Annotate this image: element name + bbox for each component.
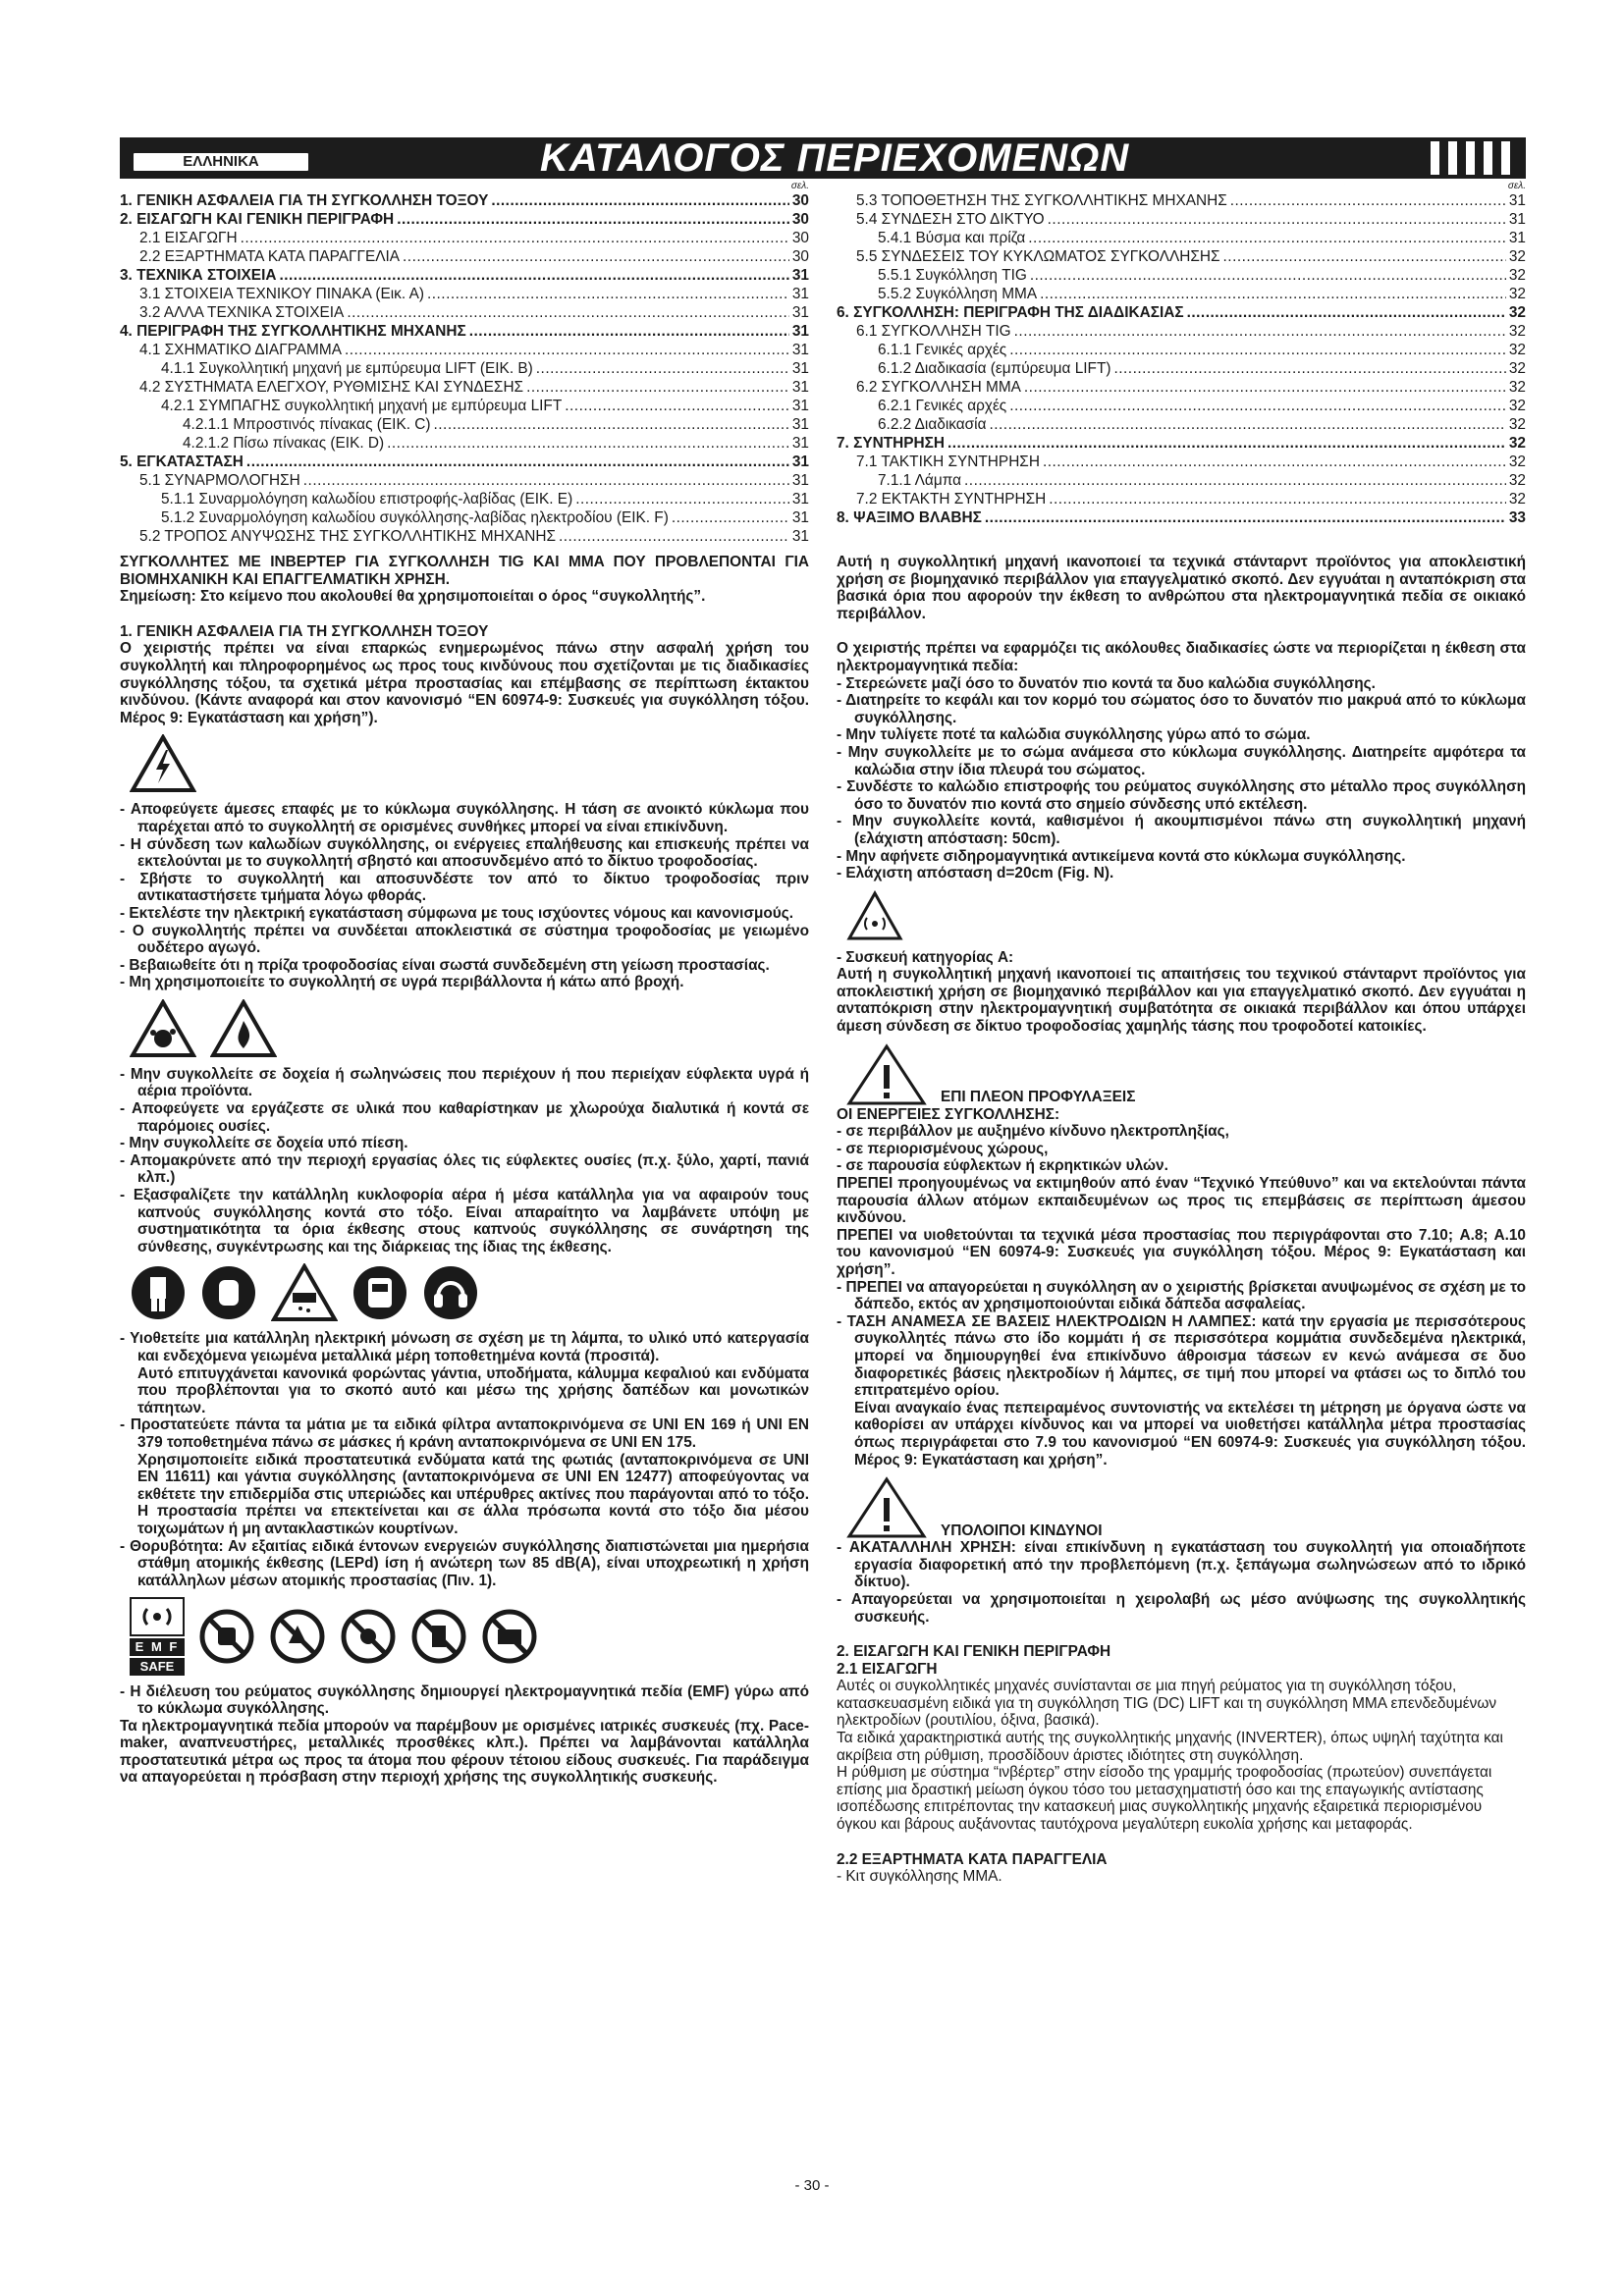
- no-metal-implant-icon: [269, 1608, 326, 1665]
- fire-safety-item: - Μην συγκολλείτε σε δοχεία ή σωληνώσεις που περιέχουν ή που περιείχαν εύφλεκτα υγρά ή αέρια προϊόντα.: [120, 1065, 809, 1100]
- risk-item-handle: - Απαγορεύεται να χρησιμοποιείται η χειρολαβή ως μέσο ανύψωσης της συγκολλητικής συσκευής.: [837, 1590, 1526, 1626]
- ear-protection-icon: [422, 1264, 479, 1321]
- toc-entry[interactable]: [120, 229, 809, 247]
- precautions-list: [837, 1123, 1526, 1175]
- section-2-1-p3: Η ρύθμιση με σύστημα “ινβέρτερ” στην είσοδο της γραμμής τροφοδοσίας (πρωτεύον) συνεπάγεται επίσης μια δραστική μείωση όγκου τόσο του μετασχηματιστή όσο και της επαγωγικής αντίστασης ισοπέδωσης επιτρέποντας την κατασκευή μιας συγκολλητικής μηχανής εξαιρετικά περιορισμένου όγκου και βάρους αυξάνοντας ταυτόχρονα μεγαλύτερη ευκολία χρήσης και μεταφοράς.: [837, 1764, 1492, 1834]
- toc-entry[interactable]: [837, 285, 1526, 303]
- toc-entry[interactable]: [120, 508, 809, 527]
- toc-entry-label: 5.1.1 Συναρμολόγηση καλωδίου επιστροφής-λαβίδας (ΕΙΚ. Ε): [161, 491, 573, 507]
- toc-leader-dots: [526, 378, 789, 397]
- toc-entry-label: 8. ΨΑΞΙΜΟ ΒΛΑΒΗΣ: [837, 509, 982, 526]
- section-2-1-heading: 2.1 ΕΙΣΑΓΩΓΗ: [837, 1660, 938, 1678]
- toc-leader-dots: [387, 434, 789, 453]
- emf-item: - Η διέλευση του ρεύματος συγκόλλησης δημιουργεί ηλεκτρομαγνητικά πεδία (EMF) γύρω από το κύκλωμα συγκόλλησης.: [120, 1682, 809, 1718]
- toc-entry-page: 32: [1508, 454, 1526, 470]
- toc-entry[interactable]: [120, 359, 809, 378]
- emf-procedure-item: - Συνδέστε το καλώδιο επιστροφής του ρεύματος συγκόλλησης στο μέταλλο προς συγκόλληση όσο το δυνατόν πιο κοντά στο σημείο σύνδεσης υπό εκτέλεση.: [837, 778, 1526, 813]
- toc-entry[interactable]: [837, 266, 1526, 285]
- toc-leader-dots: [672, 508, 789, 527]
- toc-entry-page: 31: [791, 528, 809, 545]
- toc-entry[interactable]: [837, 341, 1526, 359]
- toc-leader-dots: [345, 341, 789, 359]
- toc-leader-dots: [964, 471, 1506, 490]
- toc-entry-page: 31: [791, 286, 809, 302]
- toc-entry-page: 30: [791, 248, 809, 265]
- residual-risks-heading: ΥΠΟΛΟΙΠΟΙ ΚΙΝΔΥΝΟΙ: [941, 1522, 1103, 1539]
- toc-entry-label: 5.5.1 Συγκόλληση TIG: [878, 267, 1027, 284]
- emc-icon-row: [846, 890, 1526, 941]
- safe-label: SAFE: [130, 1658, 185, 1676]
- ppe-icons: [130, 1263, 809, 1322]
- toc-leader-dots: [985, 508, 1506, 527]
- toc-entry-label: 4. ΠΕΡΙΓΡΑΦΗ ΤΗΣ ΣΥΓΚΟΛΛΗΤΙΚΗΣ ΜΗΧΑΝΗΣ: [120, 323, 466, 340]
- section-2-1-p1: Αυτές οι συγκολλητικές μηχανές συνίστανται σε μια πηγή ρεύματος για τη συγκόλληση τόξου, κατασκευασμένη ειδικά για τη συγκόλληση TIG (DC) LIFT και τη συγκόλληση MMA επενδεδυμένων ηλεκτροδίων (ρουτιλίου, όξινα, βασικά).: [837, 1678, 1497, 1730]
- toc-entry-page: 32: [1508, 342, 1526, 358]
- toc-entry-label: 7. ΣΥΝΤΗΡΗΣΗ: [837, 435, 945, 452]
- toc-leader-dots: [347, 303, 789, 322]
- toc-leader-dots: [947, 434, 1506, 453]
- emf-label: E M F: [130, 1638, 185, 1656]
- toc-entry-label: 4.2.1 ΣΥΜΠΑΓΗΣ συγκολλητική μηχανή με εμπύρευμα LIFT: [161, 398, 563, 414]
- precautions-item-elevated: - ΠΡΕΠΕΙ να απαγορεύεται η συγκόλληση αν ο χειριστής βρίσκεται ανυψωμένος σε σχέση με το δάπεδο, εκτός αν χρησιμοποιούνται ειδικά δάπεδα ασφαλείας.: [837, 1278, 1526, 1313]
- toc-entry[interactable]: [120, 397, 809, 415]
- toc-entry-label: 7.2 ΕΚΤΑΚΤΗ ΣΥΝΤΗΡΗΣΗ: [856, 491, 1047, 507]
- emf-procedure-intro: Ο χειριστής πρέπει να εφαρμόζει τις ακόλουθες διαδικασίες ώστε να περιορίζεται η έκθεση στα ηλεκτρομαγνητικά πεδία:: [837, 640, 1526, 674]
- toc-entry-page: 31: [1508, 192, 1526, 209]
- toc-entry[interactable]: [120, 266, 809, 285]
- electric-hazard-icon: [130, 734, 196, 793]
- precautions-header: [846, 1043, 1526, 1106]
- toc-entry[interactable]: [120, 247, 809, 266]
- fire-safety-item: - Εξασφαλίζετε την κατάλληλη κυκλοφορία αέρα ή μέσα κατάλληλα για να αφαιρούν τους καπνούς συγκόλλησης κοντά στο τόξο. Είναι απαραίτητο να λαμβάνετε υπόψη με συστηματικότητα τα όρια έκθεσης στους καπνούς συγκόλλησης σε συνάρτηση της σύνθεσης, συγκέντρωσης και της διάρκειας της ίδιας της έκθεσης.: [120, 1187, 809, 1255]
- fire-warning-icons: [130, 999, 809, 1058]
- toc-entry-page: 30: [791, 230, 809, 246]
- toc-entry-page: 31: [1508, 211, 1526, 228]
- toc-entry-label: 2.2 ΕΞΑΡΤΗΜΑΤΑ ΚΑΤΑ ΠΑΡΑΓΓΕΛΙΑ: [139, 248, 401, 265]
- residual-risks-header: [846, 1476, 1526, 1539]
- language-badge: ΕΛΛΗΝΙΚΑ: [132, 151, 310, 173]
- toc-entry[interactable]: [837, 397, 1526, 415]
- precautions-item-voltage-detail: Είναι αναγκαίο ένας πεπειραμένος συντονιστής να εκτελέσει τη μέτρηση με όργανα ώστε να καθορίσει αν υπάρχει κίνδυνος και να μπορεί να υιοθετήσει κατάλληλα μέτρα προστασίας όπως περιγράφεται στο 7.9 του κανονισμού “EN 60974-9: Συσκευές για συγκόλληση τόξου. Μέρος 9: Εγκατάσταση και χρήση”.: [854, 1399, 1526, 1468]
- toc-entry-page: 31: [791, 472, 809, 489]
- toc-entry-page: 31: [791, 435, 809, 452]
- toc-leader-dots: [1030, 266, 1506, 285]
- section-1-text: Ο χειριστής πρέπει να είναι επαρκώς ενημερωμένος πάνω στην ασφαλή χρήση του συγκολλητή και πληροφορημένος ως προς τους κινδύνους που σχετίζονται με τις διαδικασίες συγκόλλησης τόξου, τα σχετικά μέτρα προστασίας και επέμβασης σε περίπτωση έκτακτου κινδύνου. (Κάντε αναφορά και στον κανονισμό “EN 60974-9: Συσκευές για συγκόλληση τόξου. Μέρος 9: Εγκατάσταση και χρήση”).: [120, 640, 809, 726]
- toc-entry-page: 31: [791, 323, 809, 340]
- precautions-p1: ΠΡΕΠΕΙ προηγουμένως να εκτιμηθούν από έναν “Τεχνικό Υπεύθυνο” και να εκτελούνται πάντα παρουσία άλλων ατόμων εκπαιδευμένων ως προς τις επεμβάσεις σε περίπτωση άμεσου κινδύνου.: [837, 1175, 1526, 1227]
- toc-entry-page: 32: [1508, 248, 1526, 265]
- toc-leader-dots: [1040, 285, 1506, 303]
- ppe-item-insulation: - Υιοθετείτε μια κατάλληλη ηλεκτρική μόνωση σε σχέση με τη λάμπα, το υλικό υπό κατεργασία και ενδεχόμενα γειωμένα μεταλλικά μέρη τοποθετημένα κοντά (προσιτά).: [120, 1330, 809, 1364]
- toc-entry-page: 32: [1508, 435, 1526, 452]
- toc-leader-dots: [303, 471, 789, 490]
- toc-leader-dots: [469, 322, 789, 341]
- toc-entry-label: 5.4 ΣΥΝΔΕΣΗ ΣΤΟ ΔΙΚΤΥΟ: [856, 211, 1045, 228]
- emf-procedure-item: - Μην συγκολλείτε με το σώμα ανάμεσα στο κύκλωμα συγκόλλησης. Διατηρείτε αμφότερα τα καλώδια στην ίδια πλευρά του σώματος.: [837, 743, 1526, 778]
- right-column: [837, 554, 1526, 1886]
- ppe-item-eyes: - Προστατεύετε πάντα τα μάτια με τα ειδικά φίλτρα ανταποκρινόμενα σε UNI EN 169 ή UNI EN 379 τοποθετημένα πάνω σε μάσκες ή κράνη ανταποκρινόμενα σε UNI EN 175.: [120, 1416, 809, 1451]
- emf-text: Τα ηλεκτρομαγνητικά πεδία μπορούν να παρέμβουν με ορισμένες ιατρικές συσκευές (πχ. Pace-maker, αναπνευστήρες, μεταλλικές προσθέκες κλπ.). Πρέπει να λαμβάνονται κατάλληλα προστατευτικά μέτρα ως προς τα άτομα που φέρουν τέτοιου είδους συσκευές. Για παράδειγμα να απαγορεύεται η πρόσβαση στην περιοχή χρήσης της συγκολλητικής συσκευής.: [120, 1717, 809, 1787]
- caution-triangle-icon: [846, 1043, 927, 1106]
- toc-entry-page: 31: [791, 398, 809, 414]
- header-bars-decoration: [1431, 141, 1510, 175]
- precautions-item: - σε περιορισμένους χώρους,: [837, 1140, 1049, 1157]
- toc-entry[interactable]: [120, 303, 809, 322]
- toc-leader-dots: [1223, 247, 1506, 266]
- toc-leader-dots: [397, 210, 789, 229]
- electric-safety-item: - Σβήστε το συγκολλητή και αποσυνδέστε τον από το δίκτυο τροφοδοσίας πριν αντικαταστήσετε τμήματα λόγω φθοράς.: [120, 870, 809, 905]
- toc-entry[interactable]: [120, 527, 809, 546]
- toc-entry[interactable]: [837, 490, 1526, 508]
- corrosive-hazard-icon: [271, 1263, 338, 1322]
- toc-entry-page: 33: [1508, 509, 1526, 526]
- toc-entry-label: 5.3 ΤΟΠΟΘΕΤΗΣΗ ΤΗΣ ΣΥΓΚΟΛΛΗΤΙΚΗΣ ΜΗΧΑΝΗΣ: [856, 192, 1227, 209]
- precautions-subheading: ΟΙ ΕΝΕΡΓΕΙΕΣ ΣΥΓΚΟΛΛΗΣΗΣ:: [837, 1105, 1060, 1123]
- toc-entry-label: 6.1 ΣΥΓΚΟΛΛΗΣΗ TIG: [856, 323, 1011, 340]
- toc-entry[interactable]: [837, 434, 1526, 453]
- precautions-heading: ΕΠΙ ΠΛΕΟΝ ΠΡΟΦΥΛΑΞΕΙΣ: [941, 1089, 1136, 1106]
- toc-entry[interactable]: [837, 191, 1526, 210]
- toc-entry-page: 31: [791, 509, 809, 526]
- explosion-hazard-icon: [130, 999, 196, 1058]
- toc-entry[interactable]: [120, 434, 809, 453]
- toc-leader-dots: [1009, 397, 1506, 415]
- toc-leader-dots: [491, 191, 789, 210]
- section-2-2-heading: 2.2 ΕΞΑΡΤΗΜΑΤΑ ΚΑΤΑ ΠΑΡΑΓΓΕΛΙΑ: [837, 1850, 1108, 1868]
- electric-safety-list: [120, 801, 809, 991]
- protective-clothing-icon: [130, 1264, 187, 1321]
- toc-entry[interactable]: [837, 378, 1526, 397]
- toc-entry[interactable]: [120, 415, 809, 434]
- fire-hazard-icon: [210, 999, 277, 1058]
- toc-entry-page: 32: [1508, 416, 1526, 433]
- toc-entry-page: 32: [1508, 398, 1526, 414]
- toc-entry-label: 5.1.2 Συναρμολόγηση καλωδίου συγκόλλησης-λαβίδας ηλεκτροδίου (ΕΙΚ. F): [161, 509, 669, 526]
- toc-entry-label: 6.2.2 Διαδικασία: [878, 416, 987, 433]
- toc-leader-dots: [565, 397, 789, 415]
- toc-entry-page: 31: [1508, 230, 1526, 246]
- toc-entry[interactable]: [837, 247, 1526, 266]
- toc-entry-page: 31: [791, 379, 809, 396]
- toc-entry[interactable]: [120, 490, 809, 508]
- toc-leader-dots: [1049, 490, 1506, 508]
- toc-leader-dots: [1014, 322, 1506, 341]
- emf-procedure-item: - Μην συγκολλείτε κοντά, καθισμένοι ή ακουμπισμένοι πάνω στη συγκολλητική μηχανή (ελάχιστη απόσταση: 50cm).: [837, 813, 1526, 847]
- toc-entry[interactable]: [837, 303, 1526, 322]
- class-a-text: Αυτή η συγκολλητική μηχανή ικανοποιεί τις απαιτήσεις του τεχνικού στάνταρντ προϊόντος για αποκλειστική χρήση σε βιομηχανικό περιβάλλον και για επαγγελματικό σκοπό. Δεν εγγυάται η ανταπόκριση στην ηλεκτρομαγνητική συμβατότητα σε οικιακά περιβάλλον και όπου υπάρχει άμεση σύνδεση σε δίκτυο τροφοδοσίας χαμηλής τάσης που τροφοδοτεί κατοικίες.: [837, 966, 1526, 1036]
- toc-entry[interactable]: [837, 229, 1526, 247]
- toc-entry[interactable]: [120, 453, 809, 471]
- left-column: [120, 554, 809, 1886]
- toc-entry-page: 32: [1508, 360, 1526, 377]
- toc-leader-dots: [241, 229, 789, 247]
- toc-leader-dots: [536, 359, 789, 378]
- toc-entry-label: 6.1.2 Διαδικασία (εμπύρευμα LIFT): [878, 360, 1111, 377]
- fire-safety-item: - Μην συγκολλείτε σε δοχεία υπό πίεση.: [120, 1135, 408, 1152]
- no-credit-card-icon: [481, 1608, 538, 1665]
- toc-entry-page: 32: [1508, 304, 1526, 321]
- class-a-label: - Συσκευή κατηγορίας A:: [837, 948, 1014, 966]
- emf-procedure-item: - Ελάχιστη απόσταση d=20cm (Fig. N).: [837, 865, 1114, 882]
- toc-entry[interactable]: [120, 210, 809, 229]
- toc-entry[interactable]: [120, 341, 809, 359]
- toc-page-header: σελ.: [790, 181, 809, 191]
- emf-procedure-list: [837, 675, 1526, 882]
- emf-safe-badge: [130, 1597, 185, 1675]
- toc-leader-dots: [1024, 378, 1506, 397]
- toc-entry-label: 7.1 ΤΑΚΤΙΚΗ ΣΥΝΤΗΡΗΣΗ: [856, 454, 1040, 470]
- toc-leader-dots: [403, 247, 789, 266]
- electric-safety-item: - Βεβαιωθείτε ότι η πρίζα τροφοδοσίας είναι σωστά συνδεδεμένη στη γείωση προστασίας.: [120, 956, 770, 974]
- toc-leader-dots: [559, 527, 789, 546]
- intro-heading: ΣΥΓΚΟΛΛΗΤΕΣ ΜΕ ΙΝΒΕΡΤΕΡ ΓΙΑ ΣΥΓΚΟΛΛΗΣΗ TIG ΚΑΙ MMA ΠΟΥ ΠΡΟΒΛΕΠΟΝΤΑΙ ΓΙΑ ΒΙΟΜΗΧΑΝΙΚΗ ΚΑΙ ΕΠΑΓΓΕΛΜΑΤΙΚΗ ΧΡΗΣΗ.: [120, 554, 809, 588]
- toc-entry-page: 32: [1508, 472, 1526, 489]
- electric-warning-icons: [130, 734, 809, 793]
- toc-entry-label: 5. ΕΓΚΑΤΑΣΤΑΣΗ: [120, 454, 244, 470]
- section-2-2-item: - Κιτ συγκόλλησης MMA.: [837, 1868, 1002, 1886]
- toc-entry-page: 31: [791, 416, 809, 433]
- fire-safety-list: [120, 1066, 809, 1256]
- emf-procedure-item: - Μην αφήνετε σιδηρομαγνητικά αντικείμενα κοντά στο κύκλωμα συγκόλλησης.: [837, 847, 1406, 865]
- toc-entry-page: 32: [1508, 267, 1526, 284]
- toc-entry[interactable]: [120, 322, 809, 341]
- toc-entry[interactable]: [120, 285, 809, 303]
- ppe-item-insulation-detail: Αυτό επιτυγχάνεται κανονικά φορώντας γάντια, υποδήματα, κάλυμμα κεφαλιού και ενδύματα που προβλέπονται για το σκοπό αυτό και μέσω της χρήσης δαπέδων και μονωτικών τάπητων.: [137, 1364, 809, 1416]
- caution-triangle-icon: [846, 1476, 927, 1539]
- toc-entry[interactable]: [837, 471, 1526, 490]
- toc-entry-page: 31: [791, 267, 809, 284]
- toc-entry-page: 32: [1508, 286, 1526, 302]
- electric-safety-item: - Εκτελέστε την ηλεκτρική εγκατάσταση σύμφωνα με τους ισχύοντες νόμους και κανονισμούς.: [120, 904, 794, 922]
- non-ionizing-radiation-icon: [846, 890, 903, 941]
- toc-left-column: [120, 181, 809, 546]
- toc-entry[interactable]: [837, 508, 1526, 527]
- emf-procedure-item: - Στερεώνετε μαζί όσο το δυνατόν πιο κοντά τα δυο καλώδια συγκόλλησης.: [837, 674, 1376, 692]
- emf-procedure-item: - Διατηρείτε το κεφάλι και τον κορμό του σώματος όσο το δυνατόν πιο μακρυά από το κύκλωμα συγκόλλησης.: [837, 692, 1526, 726]
- toc-entry-label: 5.5.2 Συγκόλληση MMA: [878, 286, 1038, 302]
- toc-entry-label: 5.4.1 Βύσμα και πρίζα: [878, 230, 1026, 246]
- page-number: - 30 -: [794, 2177, 830, 2194]
- fire-safety-item: - Απομακρύνετε από την περιοχή εργασίας όλες τις εύφλεκτες ουσίες (π.χ. ξύλο, χαρτί, πανιά κλπ.): [120, 1151, 809, 1187]
- toc-leader-dots: [575, 490, 789, 508]
- toc-entry-label: 6.1.1 Γενικές αρχές: [878, 342, 1007, 358]
- risk-item-misuse: - ΑΚΑΤΑΛΛΗΛΗ ΧΡΗΣΗ: είναι επικίνδυνη η εγκατάσταση του συγκολλητή για οποιαδήποτε εργασία διαφορετική από την προβλεπόμενη (π.χ. ξεπάγωμα σωληνώσεων από το ιδρικό δίκτυο).: [837, 1539, 1526, 1591]
- section-2-heading: 2. ΕΙΣΑΓΩΓΗ ΚΑΙ ΓΕΝΙΚΗ ΠΕΡΙΓΡΑΦΗ: [837, 1643, 1111, 1661]
- toc-entry-page: 30: [791, 192, 809, 209]
- toc-entry[interactable]: [837, 453, 1526, 471]
- toc-leader-dots: [1043, 453, 1506, 471]
- no-pacemaker-icon: [198, 1608, 255, 1665]
- toc-entry-label: 4.2.1.2 Πίσω πίνακας (ΕΙΚ. D): [183, 435, 385, 452]
- radiation-wave-icon: [130, 1597, 185, 1636]
- toc-leader-dots: [989, 415, 1505, 434]
- page-title: ΚΑΤΑΛΟΓΟΣ ΠΕΡΙΕΧΟΜΕΝΩΝ: [540, 136, 1130, 180]
- toc-entry[interactable]: [837, 359, 1526, 378]
- toc-leader-dots: [246, 453, 789, 471]
- toc-entry-label: 3.1 ΣΤΟΙΧΕΙΑ ΤΕΧΝΙΚΟΥ ΠΙΝΑΚΑ (Εικ. Α): [139, 286, 424, 302]
- toc-leader-dots: [1028, 229, 1506, 247]
- electric-safety-item: - Μη χρησιμοποιείτε το συγκολλητή σε υγρά περιβάλλοντα ή κάτω από βροχή.: [120, 974, 684, 991]
- toc-entry-label: 6. ΣΥΓΚΟΛΛΗΣΗ: ΠΕΡΙΓΡΑΦΗ ΤΗΣ ΔΙΑΔΙΚΑΣΙΑΣ: [837, 304, 1184, 321]
- toc-entry-label: 7.1.1 Λάμπα: [878, 472, 962, 489]
- toc-entry-page: 30: [791, 211, 809, 228]
- toc-entry-page: 31: [791, 304, 809, 321]
- toc-right-column: [837, 181, 1526, 546]
- ppe-item-eyes-detail: Χρησιμοποιείτε ειδικά προστατευτικά ενδύματα κατά της φωτιάς (ανταποκρινόμενα σε UNI EN 11611) και γάντια συγκόλλησης (ανταποκρινόμενα σε UNI EN 12477) αποφεύγοντας να εκθέτετε την επιδερμίδα στις υπεριώδες και υπέρυθρες ακτίνες που παράγονται από το τόξο. Η προστασία πρέπει να επεκτείνεται και σε άλλα πρόσωπα κοντά στο τόξο δια μέσου τοιχωμάτων ή μη αντακλαστικών κουρτίνων.: [137, 1451, 809, 1537]
- section-2-1-p2: Τα ειδικά χαρακτηριστικά αυτής της συγκολλητικής μηχανής (INVERTER), όπως υψηλή ταχύτητα και ακρίβεια στη ρύθμιση, προσδίδουν άριστες ιδιότητες στη συγκόλληση.: [837, 1730, 1503, 1764]
- no-hearing-aid-icon: [340, 1608, 397, 1665]
- toc-entry-page: 31: [791, 491, 809, 507]
- toc-entry-label: 4.2 ΣΥΣΤΗΜΑΤΑ ΕΛΕΓΧΟΥ, ΡΥΘΜΙΣΗΣ ΚΑΙ ΣΥΝΔΕΣΗΣ: [139, 379, 524, 396]
- toc-entry[interactable]: [837, 415, 1526, 434]
- toc-entry-label: 2.1 ΕΙΣΑΓΩΓΗ: [139, 230, 238, 246]
- toc-entry[interactable]: [837, 210, 1526, 229]
- toc-leader-dots: [434, 415, 789, 434]
- face-shield-icon: [352, 1264, 408, 1321]
- toc-entry-page: 32: [1508, 491, 1526, 507]
- toc-entry-label: 4.1.1 Συγκολλητική μηχανή με εμπύρευμα LIFT (ΕΙΚ. Β): [161, 360, 533, 377]
- electric-safety-item: - Ο συγκολλητής πρέπει να συνδέεται αποκλειστικά σε σύστημα τροφοδοσίας με γειωμένο ουδέτερο αγωγό.: [120, 922, 809, 957]
- toc-entry-label: 4.1 ΣΧΗΜΑΤΙΚΟ ΔΙΑΓΡΑΜΜΑ: [139, 342, 342, 358]
- toc-entry-label: 5.5 ΣΥΝΔΕΣΕΙΣ ΤΟΥ ΚΥΚΛΩΜΑΤΟΣ ΣΥΓΚΟΛΛΗΣΗΣ: [856, 248, 1220, 265]
- toc-leader-dots: [427, 285, 789, 303]
- toc-entry-label: 4.2.1.1 Μπροστινός πίνακας (ΕΙΚ. C): [183, 416, 431, 433]
- precautions-item: - σε περιβάλλον με αυξημένο κίνδυνο ηλεκτροπληξίας,: [837, 1123, 1229, 1141]
- toc-entry-label: 5.1 ΣΥΝΑΡΜΟΛΟΓΗΣΗ: [139, 472, 300, 489]
- toc-entry-label: 3.2 ΑΛΛΑ ΤΕΧΝΙΚΑ ΣΤΟΙΧΕΙΑ: [139, 304, 345, 321]
- manual-page: [120, 137, 1526, 1886]
- toc-entry-page: 31: [791, 454, 809, 470]
- electric-safety-item: - Αποφεύγετε άμεσες επαφές με το κύκλωμα συγκόλλησης. Η τάση σε ανοικτό κύκλωμα που παρέχεται από το συγκολλητή σε ορισμένες συνθήκες μπορεί να είναι επικίνδυνη.: [120, 801, 809, 835]
- toc-entry-page: 32: [1508, 379, 1526, 396]
- precautions-item-voltage: - ΤΑΣΗ ΑΝΑΜΕΣΑ ΣΕ ΒΑΣΕΙΣ ΗΛΕΚΤΡΟΔΙΩΝ Η ΛΑΜΠΕΣ: κατά την εργασία με περισσότερους συγκολλητές πάνω στο ίδο κομμάτι ή σε περισσότερα κομμάτια συνδεδεμένα ηλεκτρικά, μπορεί να δημιουργηθεί ένα επικίνδυνο άθροισμα τάσεων εν κενώ ανάμεσα σε δυο διαφορετικές βάσεις ηλεκτροδίων ή λάμπες, σε τιμή που μπορεί να φτάσει ως το διπλό του επιτρατεμένο ορίου.: [837, 1312, 1526, 1400]
- emf-icons: [130, 1597, 809, 1675]
- toc-leader-dots: [279, 266, 788, 285]
- page-header: [120, 137, 1526, 179]
- toc-entry[interactable]: [120, 191, 809, 210]
- intro-note: Σημείωση: Στο κείμενο που ακολουθεί θα χρησιμοποιείται ο όρος “συγκολλητής”.: [120, 588, 706, 606]
- emf-procedure-item: - Μην τυλίγετε ποτέ τα καλώδια συγκόλλησης γύρω από το σώμα.: [837, 726, 1311, 744]
- toc-entry-label: 3. ΤΕΧΝΙΚΑ ΣΤΟΙΧΕΙΑ: [120, 267, 277, 284]
- toc-page-header: σελ.: [1507, 181, 1526, 191]
- toc-leader-dots: [1113, 359, 1505, 378]
- toc-entry[interactable]: [120, 378, 809, 397]
- toc-leader-dots: [1230, 191, 1506, 210]
- fire-safety-item: - Αποφεύγετε να εργάζεστε σε υλικά που καθαρίστηκαν με χλωρούχα διαλυτικά ή κοντά σε παρόμοιες ουσίες.: [120, 1100, 809, 1135]
- toc-entry-label: 6.2 ΣΥΓΚΟΛΛΗΣΗ MMA: [856, 379, 1021, 396]
- ppe-item-noise: - Θορυβότητα: Αν εξαιτίας ειδικά έντονων ενεργειών συγκόλλησης διαπιστώνεται μια ημερήσια στάθμη ατομικής έκθεσης (LEPd) ίση ή ανώτερη των 85 dB(A), είναι υποχρεωτική η χρήση κατάλληλων μέσων ατομικής προστασίας (Πιν. 1).: [120, 1537, 809, 1589]
- table-of-contents: [120, 181, 1526, 546]
- toc-leader-dots: [1187, 303, 1506, 322]
- precautions-item: - σε παρουσία εύφλεκτων ή εκρηκτικών υλών.: [837, 1157, 1168, 1175]
- no-watch-icon: [410, 1608, 467, 1665]
- toc-entry-label: 5.2 ΤΡΟΠΟΣ ΑΝΥΨΩΣΗΣ ΤΗΣ ΣΥΓΚΟΛΛΗΤΙΚΗΣ ΜΗΧΑΝΗΣ: [139, 528, 556, 545]
- section-1-heading: 1. ΓΕΝΙΚΗ ΑΣΦΑΛΕΙΑ ΓΙΑ ΤΗ ΣΥΓΚΟΛΛΗΣΗ ΤΟΞΟΥ: [120, 622, 489, 640]
- right-intro: Αυτή η συγκολλητική μηχανή ικανοποιεί τα τεχνικά στάνταρντ προϊόντος για αποκλειστική χρήση σε βιομηχανικό περιβάλλον για επαγγελματικό σκοπό. Δεν εγγυάται η ανταπόκριση στα βασικά όρια που αφορούν την έκθεση το ανθρώπου στα ηλεκτρομαγνητικά πεδία σε οικιακό περιβάλλον.: [837, 554, 1526, 622]
- toc-entry-label: 6.2.1 Γενικές αρχές: [878, 398, 1007, 414]
- toc-entry-label: 2. ΕΙΣΑΓΩΓΗ ΚΑΙ ΓΕΝΙΚΗ ΠΕΡΙΓΡΑΦΗ: [120, 211, 395, 228]
- precautions-p2: ΠΡΕΠΕΙ να υιοθετούνται τα τεχνικά μέσα προστασίας που περιγράφονται στο 7.10; A.8; A.10 του κανονισμού “EN 60974-9: Συσκευές για συγκόλληση τόξου. Μέρος 9: Εγκατάσταση και χρήση”.: [837, 1226, 1526, 1278]
- toc-entry-page: 31: [791, 360, 809, 377]
- toc-leader-dots: [1048, 210, 1506, 229]
- gloves-icon: [200, 1264, 257, 1321]
- toc-entry-page: 32: [1508, 323, 1526, 340]
- toc-entry-page: 31: [791, 342, 809, 358]
- toc-entry[interactable]: [837, 322, 1526, 341]
- toc-entry[interactable]: [120, 471, 809, 490]
- toc-entry-label: 1. ΓΕΝΙΚΗ ΑΣΦΑΛΕΙΑ ΓΙΑ ΤΗ ΣΥΓΚΟΛΛΗΣΗ ΤΟΞΟΥ: [120, 192, 489, 209]
- electric-safety-item: - Η σύνδεση των καλωδίων συγκόλλησης, οι ενέργειες επαλήθευσης και επισκευής πρέπει να εκτελούνται με το συγκολλητή σβηστό και αποσυνδεμένο από το δίκτυο τροφοδοσίας.: [120, 835, 809, 871]
- toc-leader-dots: [1009, 341, 1506, 359]
